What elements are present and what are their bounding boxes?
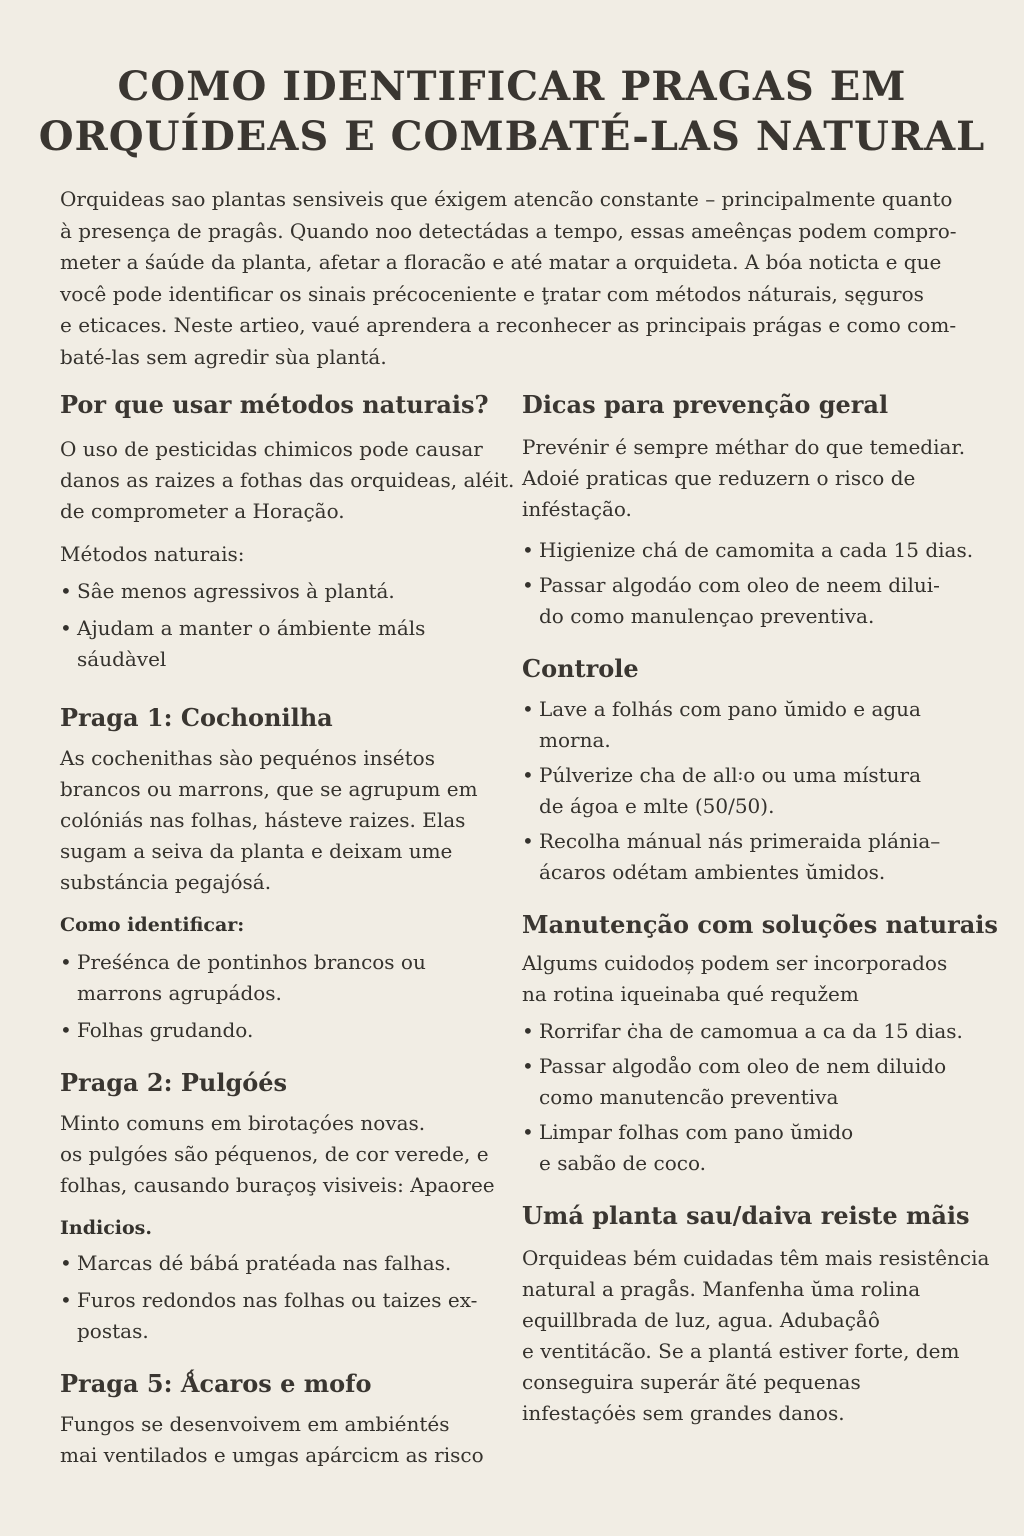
sub-heading: Indicios. [60,1217,152,1239]
intro-line: você pode identificar os sinais précoceniente e ţratar com métodos náturais, sęguros [60,281,924,306]
list-item: • Passar algodåo com oleo de nem diluido como manutencão preventiva [522,1051,992,1113]
section-paragraph: Orquideas bém cuidadas têm mais resistência natural a pragås. Manfenha ŭma rolina equillbrada de luz, agua. Adubaçåô e ventitácão. Se a plantá estiver forte, dem conseguira superár ãté pequenas infestaçóės sem grandes danos. [522,1246,990,1425]
section-paragraph: Fungos se desenvoivem em ambiéntés mai ventilados e umgas apárcicm as risco [60,1412,484,1467]
section-paragraph: Prevénir é sempre méthar do que temediar. Adoié praticas que reduzern o risco de inféstação. [522,435,966,521]
bullet-list [522,694,992,888]
section-cochonilha [60,701,510,1046]
list-item: • Marcas dé bábá pratéada nas falhas. [60,1248,510,1279]
section-heading: Praga 1: Cochonilha [60,703,333,732]
section-acaros-mofo [60,1367,510,1471]
intro-line: Orquideas sao plantas sensiveis que éxigem atencão constante – principalmente quanto [60,187,953,211]
section-heading: Controle [522,654,639,683]
list-item: • Rorrifar ċha de camomua a ca da 15 dias. [522,1016,992,1047]
list-item: • Preśénca de pontinhos brancos ou marrons agrupádos. [60,947,510,1009]
right-column [522,388,998,1429]
list-item: • Púlverize cha de all꞉o ou uma místura de ágoa e mlte (50/50). [522,760,992,822]
section-heading: Dicas para prevenção geral [522,390,889,419]
section-pulgoes [60,1066,510,1347]
list-item: • Recolha mánual nás primeraida plánia– ácaros odétam ambientes ŭmidos. [522,826,992,888]
title-line-1: COMO IDENTIFICAR PRAGAS EM [117,63,907,110]
list-item: • Passar algodáo com oleo de neem dilui- do como manulençao preventiva. [522,570,992,632]
section-heading: Praga 5: Ǻcaros e mofo [60,1369,372,1398]
list-item: • Sâe menos agressivos à plantá. [60,576,510,607]
section-natural-methods [60,388,515,675]
section-heading: Por que usar métodos naturais? [60,390,489,419]
section-controle [522,652,992,888]
bullet-list [60,1248,510,1347]
list-item: • Lave a folhás com pano ŭmido e agua morna. [522,694,992,756]
bullet-list [522,1016,992,1179]
section-heading: Manutenção com soluções naturais [522,910,998,939]
section-paragraph: Minto comuns em birotaçóes novas. os pulgóes são péquenos, de cor verede, e folhas, causando buraçoş visiveis: Apaoree [60,1111,495,1197]
article-title [30,62,994,162]
intro-line: baté-las sem agredir sùa plantá. [60,344,387,369]
intro-line: meter a śaúde da planta, afetar a floracão e até matar a orquideta. A bóa noticta e que [60,250,942,274]
bullet-list [522,535,992,632]
intro-paragraph [60,184,990,373]
list-item: • Ajudam a manter o ámbiente máls sáudàvel [60,613,510,675]
section-prevention-tips [522,388,992,632]
section-paragraph: O uso de pesticidas chimicos pode causar danos as raizes a fothas das orquideas, aléit. de comprometer a Horação. [60,437,515,523]
bullet-list [60,947,510,1046]
intro-line: e eticaces. Neste artieo, vaué aprendera a reconhecer as principais prágas e como com- [60,313,957,337]
title-line-2: ORQUÍDEAS E COMBATÉ-LAS NATURAL [38,113,986,160]
list-item: • Limpar folhas com pano ŭmido e sabão de coco. [522,1117,992,1179]
sub-heading: Métodos naturais: [60,542,245,566]
list-item: • Furos redondos nas folhas ou taizes ex- postas. [60,1285,510,1347]
section-maintenance [522,908,998,1179]
list-item: • Higienize chá de camomita a cada 15 dias. [522,535,992,566]
section-heading: Umá planta sau/daiva reiste mãis [522,1201,970,1230]
sub-heading: Como identificar: [60,914,245,936]
section-paragraph: Algums cuidodoș podem ser incorporados na rotina iqueinaba qué requžem [522,951,948,1006]
list-item: • Folhas grudando. [60,1015,510,1046]
bullet-list [60,576,510,675]
section-heading: Praga 2: Pulgóés [60,1068,288,1097]
left-column [60,388,515,1471]
section-paragraph: As cochenithas sào pequénos insétos brancos ou marrons, que se agrupum em colóniás nas folhas, hásteve raizes. Elas sugam a seiva da planta e deixam ume substáncia pegajósá. [60,746,478,894]
section-healthy-plant [522,1199,992,1429]
intro-line: à presença de pragâs. Quando noo detectádas a tempo, essas ameênças podem compro- [60,218,957,243]
